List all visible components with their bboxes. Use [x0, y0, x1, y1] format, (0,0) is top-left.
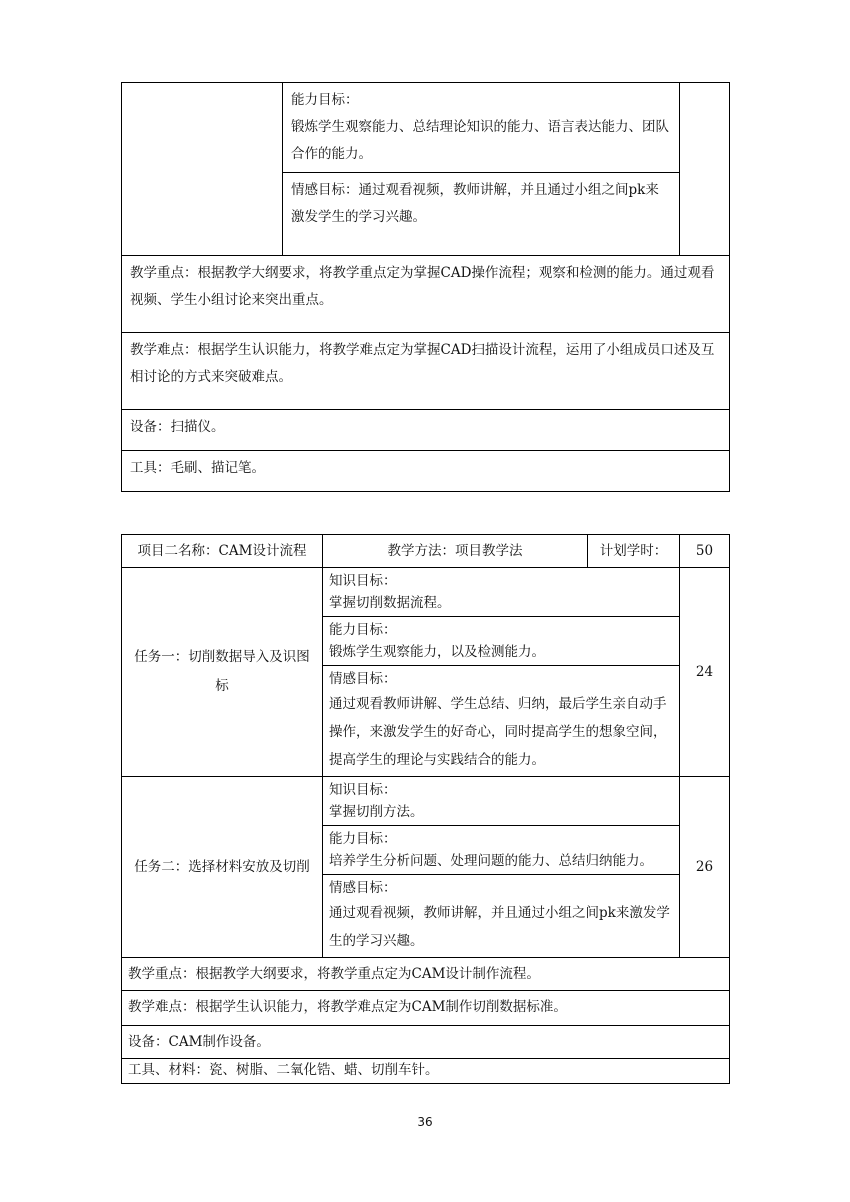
ability-goal-title: 能力目标：	[291, 92, 359, 108]
task-two-knowledge-title: 知识目标：	[329, 782, 397, 798]
task-one-ability-title: 能力目标：	[329, 622, 397, 638]
teaching-method: 教学方法：项目教学法	[387, 543, 523, 559]
empty-task-cell	[122, 83, 283, 256]
task-one-emotion-text: 通过观看教师讲解、学生总结、归纳，最后学生亲自动手操作，来激发学生的好奇心，同时提高学生的想象空间，提高学生的理论与实践结合的能力。	[329, 696, 667, 768]
key-point-cell	[122, 256, 730, 333]
emotion-goal-text: 情感目标：通过观看视频，教师讲解，并且通过小组之间pk来激发学生的学习兴趣。	[291, 182, 659, 225]
task-two-name: 任务二：选择材料安放及切削	[134, 858, 310, 875]
planned-hours-label: 计划学时：	[599, 543, 668, 559]
tools-text: 工具：毛刷、描记笔。	[130, 460, 265, 476]
task-two-ability-title: 能力目标：	[329, 831, 397, 847]
planned-hours-value: 50	[695, 543, 714, 559]
teaching-method-cell	[323, 535, 588, 568]
task-two-knowledge-cell	[323, 777, 680, 826]
key-point-text: 教学重点：根据教学大纲要求，将教学重点定为掌握CAD操作流程；观察和检测的能力。通过观看视频、学生小组讨论来突出重点。	[130, 265, 715, 308]
task-two-knowledge-text: 掌握切削方法。	[329, 804, 424, 820]
project-two-table	[121, 534, 729, 1084]
task-two-hours: 26	[695, 859, 714, 875]
emotion-goal-cell	[283, 173, 680, 256]
project-two-key-point: 教学重点：根据教学大纲要求，将教学重点定为CAM设计制作流程。	[128, 966, 540, 982]
ability-goal-text: 锻炼学生观察能力、总结理论知识的能力、语言表达能力、团队合作的能力。	[291, 119, 669, 162]
page-number: 36	[417, 1115, 433, 1129]
task-one-emotion-cell	[323, 666, 680, 777]
project-name-cell	[122, 535, 323, 568]
project-name: 项目二名称：CAM设计流程	[137, 543, 307, 559]
project-two-equipment: 设备：CAM制作设备。	[128, 1034, 270, 1050]
ability-goal-cell	[283, 83, 680, 173]
task-one-name: 任务一：切削数据导入及识图标	[134, 649, 310, 694]
task-two-emotion-cell	[323, 875, 680, 958]
tools-cell	[122, 451, 730, 492]
equipment-text: 设备：扫描仪。	[130, 419, 225, 435]
project-two-difficulty: 教学难点：根据学生认识能力，将教学难点定为CAM制作切削数据标准。	[128, 999, 567, 1015]
task-two-hours-cell	[680, 777, 730, 958]
task-one-ability-cell	[323, 617, 680, 666]
task-one-knowledge-cell	[323, 568, 680, 617]
task-two-emotion-title: 情感目标：	[329, 880, 397, 896]
planned-hours-label-cell	[588, 535, 680, 568]
task-one-ability-text: 锻炼学生观察能力，以及检测能力。	[329, 644, 545, 660]
project-two-equipment-cell	[122, 1026, 730, 1059]
project-two-tools-cell	[122, 1059, 730, 1084]
task-one-knowledge-title: 知识目标：	[329, 573, 397, 589]
task-one-hours-cell	[680, 568, 730, 777]
equipment-cell	[122, 410, 730, 451]
difficulty-cell	[122, 333, 730, 410]
project-two-tools: 工具、材料：瓷、树脂、二氧化锆、蜡、切削车针。	[128, 1062, 439, 1078]
task-two-ability-text: 培养学生分析问题、处理问题的能力、总结归纳能力。	[329, 853, 653, 869]
task-one-knowledge-text: 掌握切削数据流程。	[329, 595, 451, 611]
empty-hours-cell	[680, 83, 730, 256]
task-two-name-cell	[122, 777, 323, 958]
task-two-ability-cell	[323, 826, 680, 875]
task-one-name-cell	[122, 568, 323, 777]
task-one-emotion-title: 情感目标：	[329, 671, 397, 687]
project-two-difficulty-cell	[122, 991, 730, 1026]
task-one-hours: 24	[695, 664, 714, 680]
planned-hours-value-cell	[680, 535, 730, 568]
task-two-emotion-text: 通过观看视频，教师讲解，并且通过小组之间pk来激发学生的学习兴趣。	[329, 905, 670, 949]
project-two-key-point-cell	[122, 958, 730, 991]
difficulty-text: 教学难点：根据学生认识能力，将教学难点定为掌握CAD扫描设计流程，运用了小组成员口述及互相讨论的方式来突破难点。	[130, 342, 715, 385]
table-continued	[121, 82, 729, 492]
